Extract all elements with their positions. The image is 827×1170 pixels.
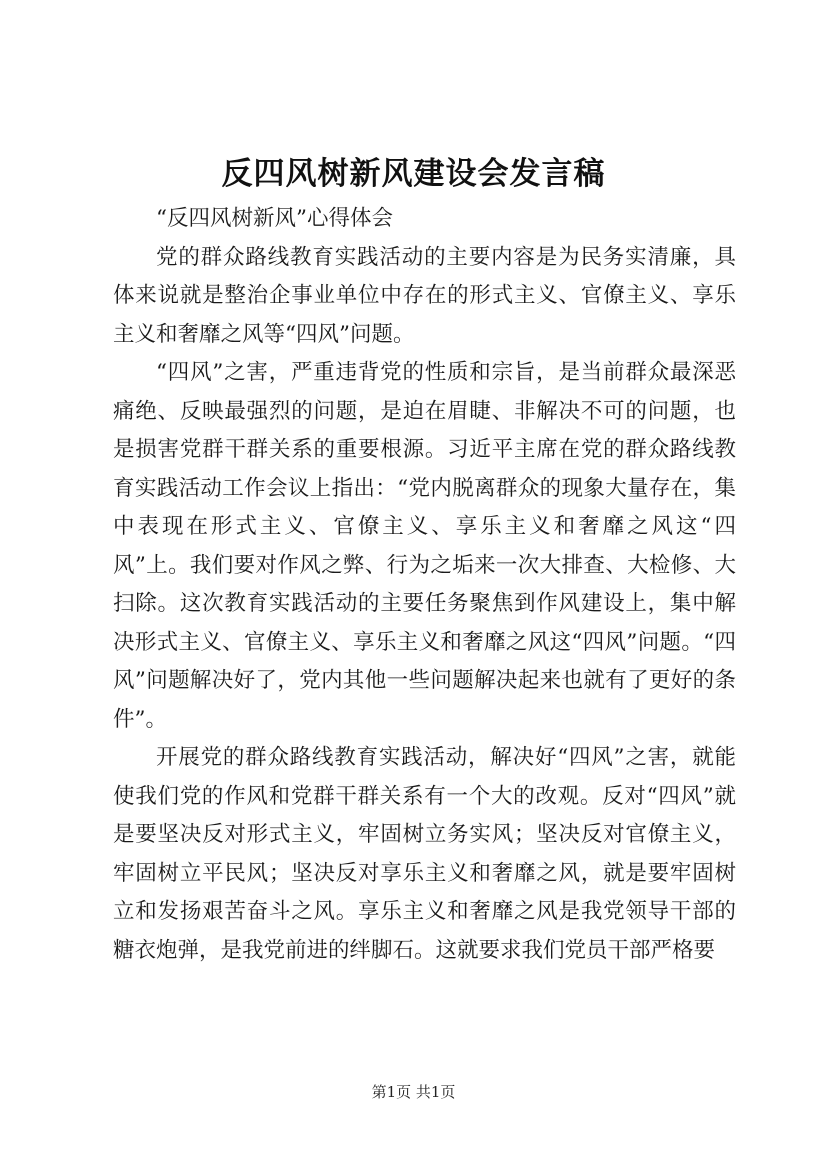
page-footer: 第1页 共1页 [371,1083,456,1101]
paragraph-3: 开展党的群众路线教育实践活动，解决好“四风”之害，就能使我们党的作风和党群干群关系有一个大的改观。反对“四风”就是要坚决反对形式主义，牢固树立务实风；坚决反对官僚主义，牢固树立平民风；坚决反对享乐主义和奢靡之风，就是要牢固树立和发扬艰苦奋斗之风。享乐主义和奢靡之风是我党领导干部的糖衣炮弹，是我党前进的绊脚石。这就要求我们党员干部严格要 [113,745,736,963]
document-title: 反四风树新风建设会发言稿 [221,156,606,192]
document-body [113,200,736,970]
paragraph-2: “四风”之害，严重违背党的性质和宗旨，是当前群众最深恶痛绝、反映最强烈的问题，是迫在眉睫、非解决不可的问题，也是损害党群干群关系的重要根源。习近平主席在党的群众路线教育实践活动工作会议上指出：“党内脱离群众的现象大量存在，集中表现在形式主义、官僚主义、享乐主义和奢靡之风这“四风”上。我们要对作风之弊、行为之垢来一次大排查、大检修、大扫除。这次教育实践活动的主要任务聚焦到作风建设上，集中解决形式主义、官僚主义、享乐主义和奢靡之风这“四风”问题。“四风”问题解决好了，党内其他一些问题解决起来也就有了更好的条件”。 [113,360,736,732]
paragraph-1: 党的群众路线教育实践活动的主要内容是为民务实清廉，具体来说就是整治企事业单位中存在的形式主义、官僚主义、享乐主义和奢靡之风等“四风”问题。 [113,244,736,347]
document-subtitle: “反四风树新风”心得体会 [156,206,393,231]
